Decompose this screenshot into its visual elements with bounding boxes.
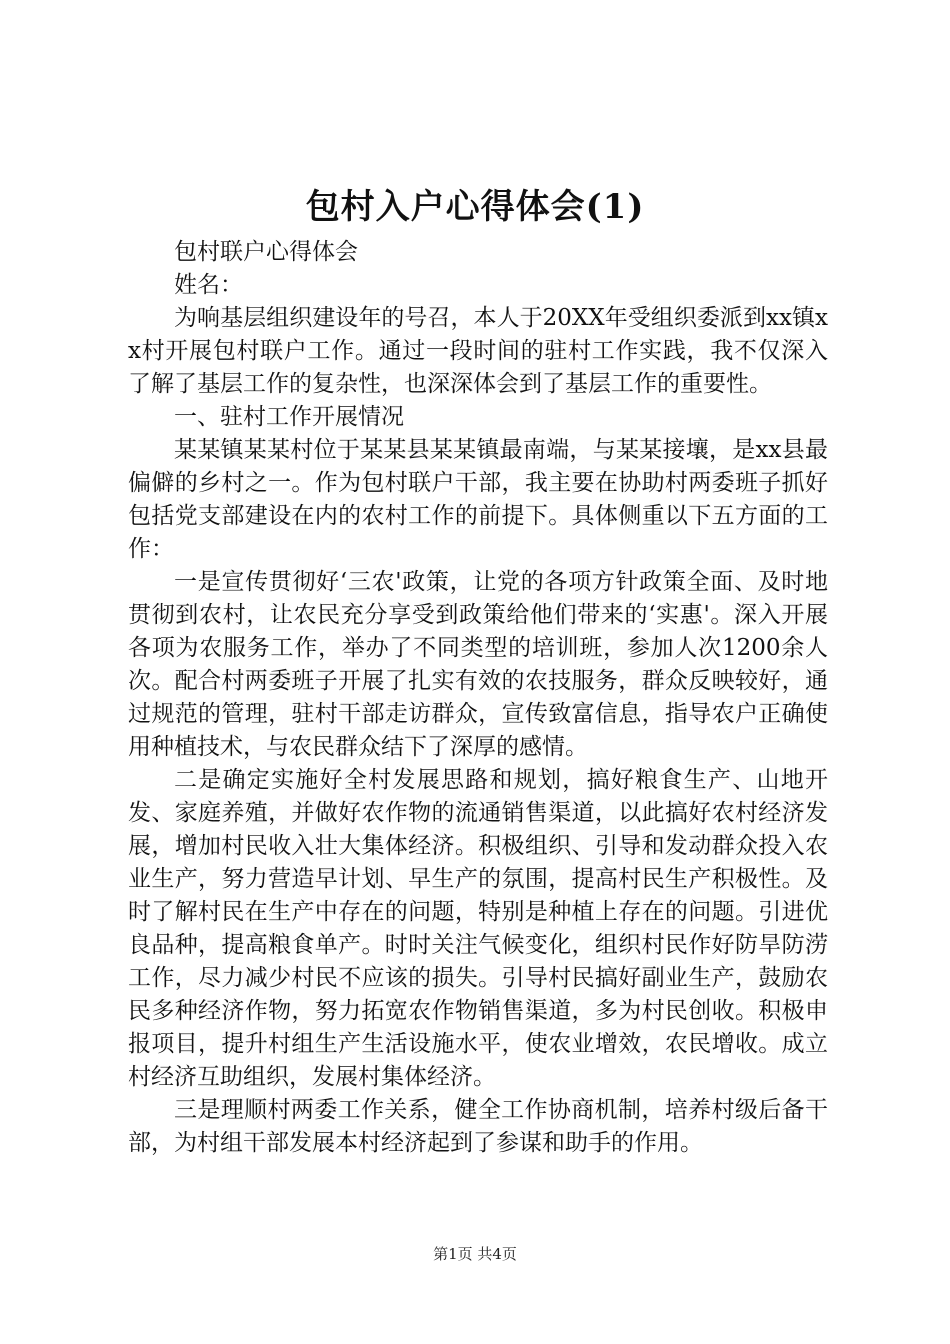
body-paragraph: 一是宣传贯彻好‘三农'政策，让党的各项方针政策全面、及时地贯彻到农村，让农民充分享受到政策给他们带来的‘实惠'。深入开展各项为农服务工作，举办了不同类型的培训班，参加人次1200余人次。配合村两委班子开展了扎实有效的农技服务，群众反映较好，通过规范的管理，驻村干部走访群众，宣传致富信息，指导农户正确使用种植技术，与农民群众结下了深厚的感情。: [128, 569, 828, 760]
document-title: 包村入户心得体会(1): [305, 187, 645, 227]
document-body: [128, 236, 828, 1160]
author-name-line: 姓名：: [174, 272, 243, 298]
body-paragraph: 三是理顺村两委工作关系，健全工作协商机制，培养村级后备干部，为村组干部发展本村经济起到了参谋和助手的作用。: [128, 1097, 828, 1156]
intro-paragraph: 为响基层组织建设年的号召，本人于20XX年受组织委派到xx镇xx村开展包村联户工作。通过一段时间的驻村工作实践，我不仅深入了解了基层工作的复杂性，也深深体会到了基层工作的重要性。: [128, 305, 828, 397]
section-heading: 一、驻村工作开展情况: [174, 404, 404, 430]
subtitle-paragraph: 包村联户心得体会: [174, 239, 358, 265]
body-paragraph: 二是确定实施好全村发展思路和规划，搞好粮食生产、山地开发、家庭养殖，并做好农作物的流通销售渠道，以此搞好农村经济发展，增加村民收入壮大集体经济。积极组织、引导和发动群众投入农业生产，努力营造早计划、早生产的氛围，提高村民生产积极性。及时了解村民在生产中存在的问题，特别是种植上存在的问题。引进优良品种，提高粮食单产。时时关注气候变化，组织村民作好防旱防涝工作，尽力减少村民不应该的损失。引导村民搞好副业生产，鼓励农民多种经济作物，努力拓宽农作物销售渠道，多为村民创收。积极申报项目，提升村组生产生活设施水平，使农业增效，农民增收。成立村经济互助组织，发展村集体经济。: [128, 767, 828, 1090]
page-footer: 第1页 共4页: [433, 1245, 517, 1263]
body-paragraph: 某某镇某某村位于某某县某某镇最南端，与某某接壤，是xx县最偏僻的乡村之一。作为包村联户干部，我主要在协助村两委班子抓好包括党支部建设在内的农村工作的前提下。具体侧重以下五方面的工作：: [128, 437, 828, 562]
